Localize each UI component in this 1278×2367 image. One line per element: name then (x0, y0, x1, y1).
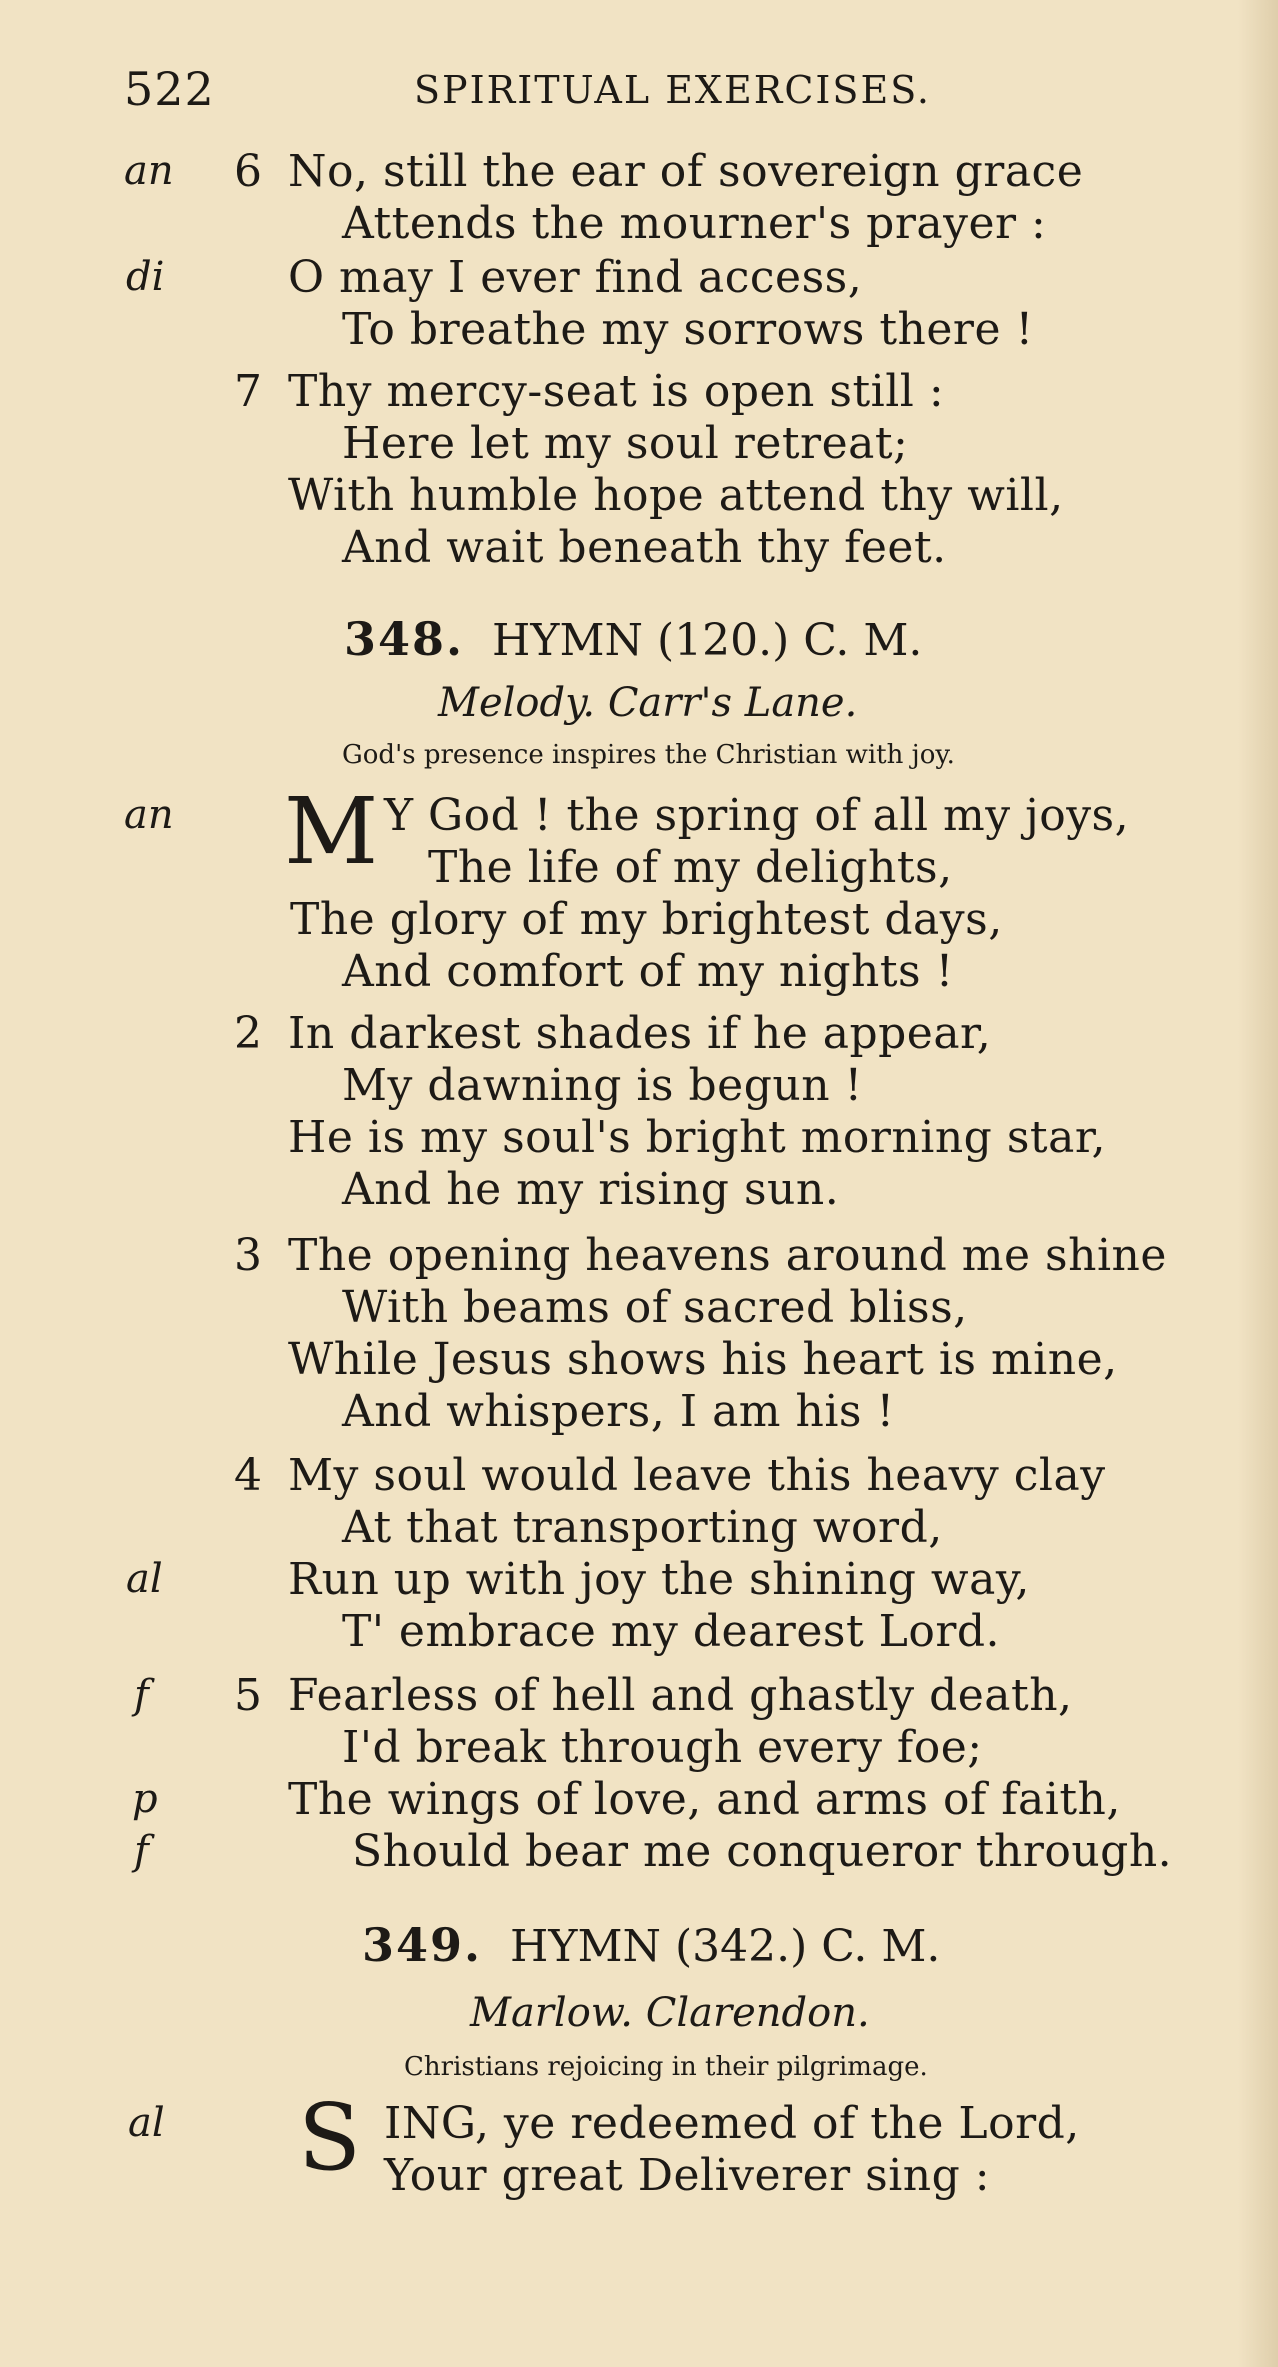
verse-number: 4 (234, 1450, 262, 1501)
verse-line: While Jesus shows his heart is mine, (288, 1334, 1118, 1385)
verse-line: With humble hope attend thy will, (288, 470, 1064, 521)
tune-names: Marlow. Clarendon. (470, 1990, 870, 2036)
verse-line: The opening heavens around me shine (288, 1230, 1167, 1281)
verse-line: No, still the ear of sovereign grace (288, 146, 1084, 197)
verse-line: And whispers, I am his ! (342, 1386, 895, 1437)
verse-line: The glory of my brightest days, (290, 894, 1003, 945)
verse-line: Your great Deliverer sing : (384, 2150, 991, 2201)
margin-mark: di (126, 254, 165, 300)
hymn-meter: HYMN (342.) C. M. (510, 1921, 941, 1972)
margin-mark: an (124, 148, 174, 194)
page-edge-shadow (1238, 0, 1278, 2367)
verse-line: With beams of sacred bliss, (342, 1282, 968, 1333)
verse-line: At that transporting word, (342, 1502, 943, 1553)
margin-mark: al (128, 2100, 165, 2146)
verse-line: Run up with joy the shining way, (288, 1554, 1030, 1605)
verse-line: And he my rising sun. (342, 1164, 840, 1215)
drop-cap: S (298, 2084, 362, 2191)
verse-number: 3 (234, 1230, 262, 1281)
verse-number: 7 (234, 366, 262, 417)
verse-line: To breathe my sorrows there ! (342, 304, 1034, 355)
tune-names: Melody. Carr's Lane. (438, 680, 858, 726)
running-title: SPIRITUAL EXERCISES. (414, 68, 931, 112)
margin-mark: f (134, 1672, 149, 1718)
margin-mark: al (126, 1556, 163, 1602)
hymn-heading (344, 612, 922, 666)
verse-line: Attends the mourner's prayer : (342, 198, 1047, 249)
verse-number: 6 (234, 146, 262, 197)
verse-line: T' embrace my dearest Lord. (342, 1606, 1001, 1657)
verse-line: I'd break through every foe; (342, 1722, 983, 1773)
margin-mark: p (132, 1776, 158, 1822)
verse-line: Should bear me conqueror through. (352, 1826, 1173, 1877)
hymn-subject: Christians rejoicing in their pilgrimage. (404, 2052, 928, 2082)
verse-line: The wings of love, and arms of faith, (288, 1774, 1121, 1825)
verse-line: In darkest shades if he appear, (288, 1008, 992, 1059)
verse-line: And comfort of my nights ! (342, 946, 954, 997)
hymn-meter: HYMN (120.) C. M. (492, 615, 923, 666)
verse-line: He is my soul's bright morning star, (288, 1112, 1107, 1163)
hymn-number: 348. (344, 612, 465, 666)
page-number: 522 (124, 62, 215, 116)
margin-mark: f (134, 1828, 149, 1874)
verse-line: Y God ! the spring of all my joys, (384, 790, 1130, 841)
drop-cap: M (284, 778, 379, 885)
margin-mark: an (124, 792, 174, 838)
verse-line: Fearless of hell and ghastly death, (288, 1670, 1073, 1721)
hymn-heading (362, 1918, 940, 1972)
verse-line: Here let my soul retreat; (342, 418, 909, 469)
verse-line: Thy mercy-seat is open still : (288, 366, 945, 417)
verse-line: And wait beneath thy feet. (342, 522, 947, 573)
verse-line: O may I ever find access, (288, 252, 863, 303)
verse-line: My dawning is begun ! (342, 1060, 863, 1111)
hymn-subject: God's presence inspires the Christian with joy. (342, 740, 955, 770)
verse-line: The life of my delights, (428, 842, 953, 893)
verse-line: ING, ye redeemed of the Lord, (384, 2098, 1080, 2149)
hymn-number: 349. (362, 1918, 483, 1972)
verse-number: 5 (234, 1670, 262, 1721)
verse-line: My soul would leave this heavy clay (288, 1450, 1106, 1501)
verse-number: 2 (234, 1008, 262, 1059)
